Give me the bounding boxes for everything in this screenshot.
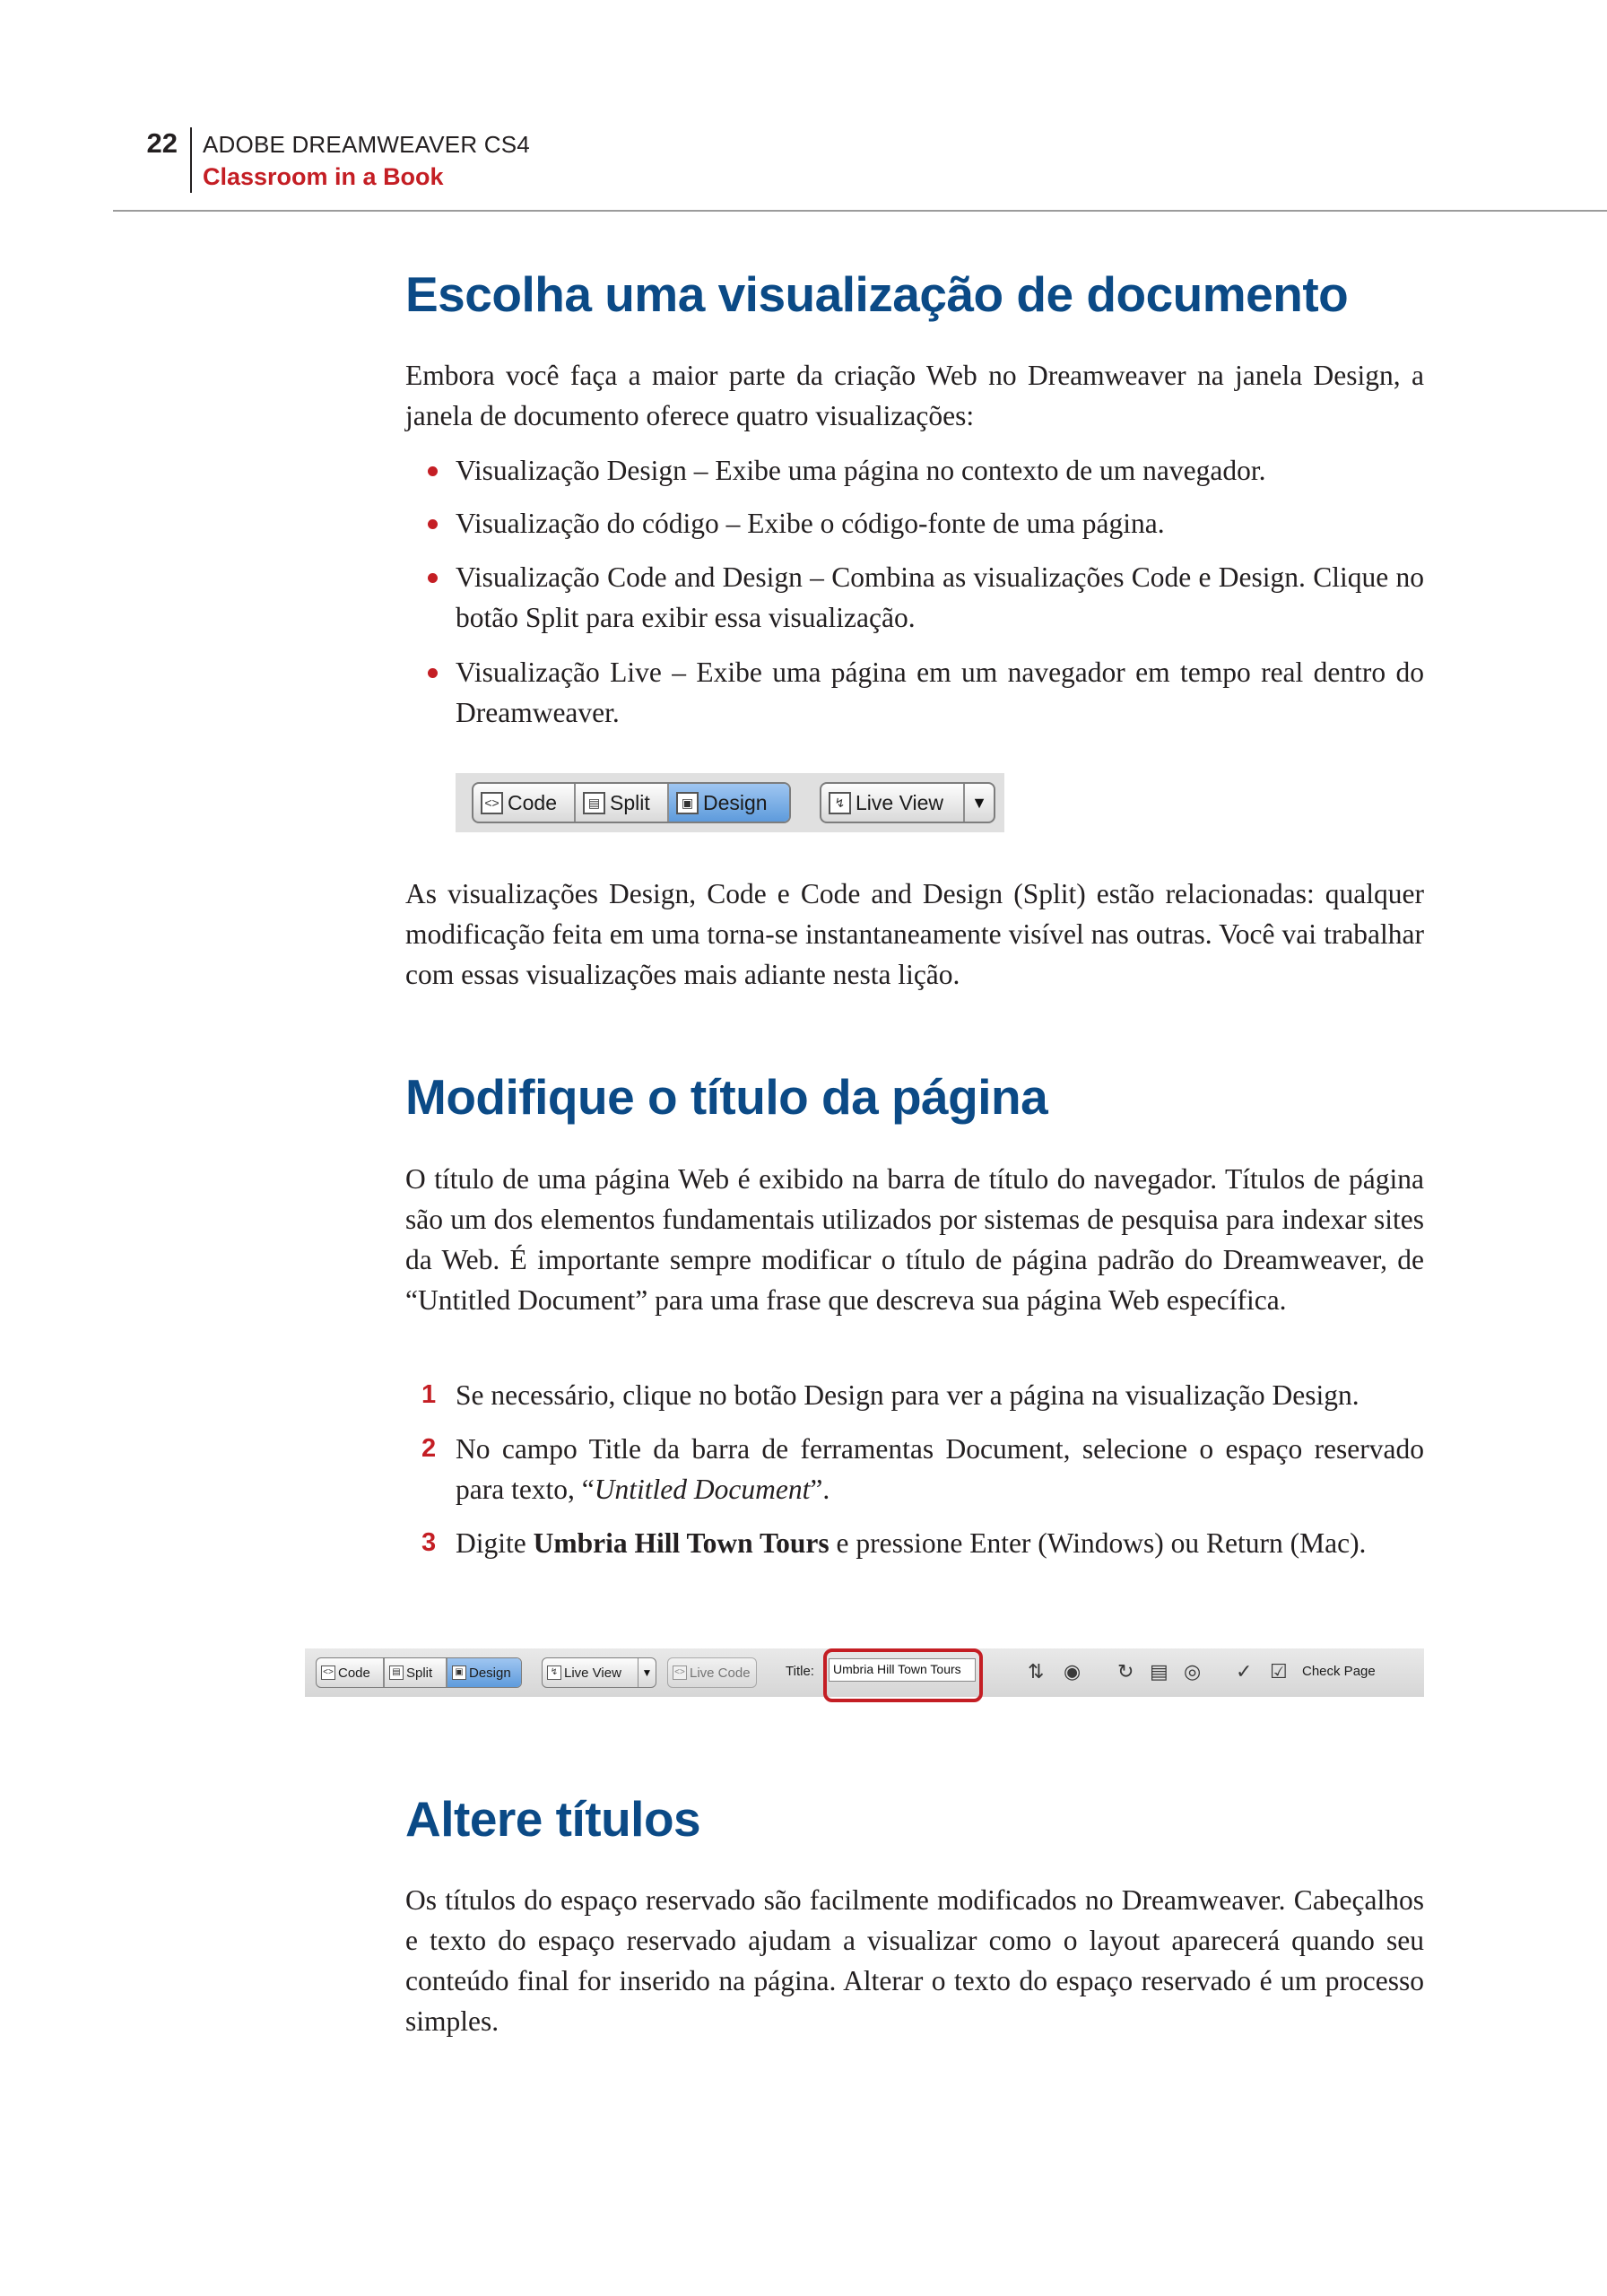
code-view-button[interactable] <box>473 784 574 822</box>
view-options-icon[interactable]: ▤ <box>1150 1660 1168 1683</box>
live-view-dropdown-arrow-icon[interactable]: ▼ <box>638 1658 656 1687</box>
bullet-dot <box>428 573 438 583</box>
split-view-label: Split <box>610 790 650 814</box>
split-view-button[interactable] <box>574 784 667 822</box>
live-view-button[interactable] <box>543 1658 638 1687</box>
step-text-part: Digite <box>456 1527 534 1559</box>
step-text-strong: Umbria Hill Town Tours <box>533 1527 830 1559</box>
bullet-dot <box>428 668 438 678</box>
design-view-label: Design <box>703 790 768 814</box>
design-view-button[interactable] <box>667 784 791 822</box>
refresh-icon[interactable]: ↻ <box>1117 1660 1134 1683</box>
step-text-part: e pressione Enter (Windows) ou Return (Mac). <box>829 1527 1367 1559</box>
check-page-icon[interactable]: ☑ <box>1270 1660 1288 1683</box>
code-view-button[interactable] <box>317 1658 383 1687</box>
bullet-item <box>405 503 1424 544</box>
bullet-text: Visualização Code and Design – Combina as visualizações Code e Design. Clique no botão Split para exibir essa visualização. <box>456 561 1424 633</box>
design-icon: ▣ <box>452 1665 466 1680</box>
document-title-input[interactable]: Umbria Hill Town Tours <box>829 1658 976 1682</box>
check-page-label[interactable]: Check Page <box>1302 1664 1376 1679</box>
step-number: 1 <box>421 1380 437 1409</box>
bullet-dot <box>428 519 438 529</box>
page-number: 22 <box>146 127 178 159</box>
book-series: Classroom in a Book <box>203 163 444 190</box>
step-text: Se necessário, clique no botão Design para ver a página na visualização Design. <box>456 1379 1359 1411</box>
bullet-item <box>405 557 1424 638</box>
code-view-label: Code <box>508 790 557 814</box>
step-item <box>405 1429 1424 1509</box>
bullet-text: Visualização Live – Exibe uma página em um navegador em tempo real dentro do Dreamweaver. <box>456 657 1424 728</box>
view-toolbar-screenshot <box>456 773 1004 832</box>
lightning-icon: ↯ <box>829 792 851 814</box>
file-management-icon[interactable]: ⇅ <box>1028 1660 1045 1683</box>
live-view-control <box>542 1657 656 1688</box>
live-view-label: Live View <box>856 790 944 814</box>
bullet-item <box>405 652 1424 733</box>
live-code-label: Live Code <box>690 1665 751 1681</box>
header-divider <box>190 127 192 193</box>
view-mode-segmented-control <box>472 782 791 823</box>
visual-aids-icon[interactable]: ◎ <box>1184 1660 1202 1683</box>
bullet-item <box>405 450 1424 491</box>
live-code-icon: <> <box>673 1665 687 1680</box>
view-mode-segmented-control <box>316 1657 522 1688</box>
split-view-button[interactable] <box>383 1658 446 1687</box>
section-heading-change-titles: Altere títulos <box>405 1791 701 1847</box>
section3-text: Os títulos do espaço reservado são facilmente modificados no Dreamweaver. Cabeçalhos e texto do espaço reservado ajudam a visualizar como o layout aparecerá quando seu conteúdo final for inserido na página. Alterar o texto do espaço reservado é um processo simples. <box>405 1884 1424 2037</box>
code-view-label: Code <box>338 1665 370 1681</box>
design-icon: ▣ <box>676 792 699 814</box>
document-toolbar-screenshot <box>305 1648 1424 1697</box>
bullet-dot <box>428 466 438 476</box>
live-view-control <box>820 782 995 823</box>
step-item <box>405 1375 1424 1415</box>
code-icon: <> <box>321 1665 335 1680</box>
header-rule <box>113 210 1607 212</box>
lightning-icon: ↯ <box>547 1665 561 1680</box>
step-number: 2 <box>421 1434 437 1463</box>
validate-markup-icon[interactable]: ✓ <box>1236 1660 1253 1683</box>
live-view-dropdown-arrow-icon[interactable]: ▼ <box>963 784 994 822</box>
step-text <box>456 1433 1424 1505</box>
step-text-part: ”. <box>810 1474 830 1505</box>
section-heading-page-title: Modifique o título da página <box>405 1069 1048 1125</box>
section1-intro: Embora você faça a maior parte da criação Web no Dreamweaver na janela Design, a janela de documento oferece quatro visualizações: <box>405 360 1424 431</box>
step-item <box>405 1523 1424 1563</box>
bullet-text: Visualização Design – Exibe uma página no contexto de um navegador. <box>456 455 1266 486</box>
section-heading-document-view: Escolha uma visualização de documento <box>405 266 1349 322</box>
live-view-button[interactable] <box>821 784 967 822</box>
live-code-control <box>667 1657 757 1688</box>
preview-in-browser-icon[interactable]: ◉ <box>1064 1660 1081 1683</box>
step-number: 3 <box>421 1528 437 1557</box>
live-code-button[interactable] <box>668 1658 757 1687</box>
book-title: ADOBE DREAMWEAVER CS4 <box>203 131 530 158</box>
bullet-text: Visualização do código – Exibe o código-fonte de uma página. <box>456 508 1165 539</box>
title-field-highlight <box>823 1648 983 1702</box>
design-view-label: Design <box>469 1665 511 1681</box>
code-icon: <> <box>481 792 503 814</box>
split-icon: ▤ <box>389 1665 404 1680</box>
split-icon: ▤ <box>583 792 605 814</box>
title-field-label: Title: <box>786 1664 814 1679</box>
step-text <box>456 1527 1366 1559</box>
design-view-button[interactable] <box>446 1658 522 1687</box>
step-text-part: No campo Title da barra de ferramentas Document, selecione o espaço reservado para texto, “ <box>456 1433 1424 1505</box>
split-view-label: Split <box>406 1665 433 1681</box>
section2-intro: O título de uma página Web é exibido na barra de título do navegador. Títulos de página são um dos elementos fundamentais utilizados por sistemas de pesquisa para indexar sites da Web. É importante sempre modificar o título de página padrão do Dreamweaver, de “Untitled Document” para uma frase que descreva sua página Web específica. <box>405 1163 1424 1316</box>
section1-after-text: As visualizações Design, Code e Code and Design (Split) estão relacionadas: qualquer modificação feita em uma torna-se instantaneamente visível nas outras. Você vai trabalhar com essas visualizações mais adiante nesta lição. <box>405 878 1424 990</box>
live-view-label: Live View <box>564 1665 621 1681</box>
step-text-emphasis: Untitled Document <box>594 1474 811 1505</box>
